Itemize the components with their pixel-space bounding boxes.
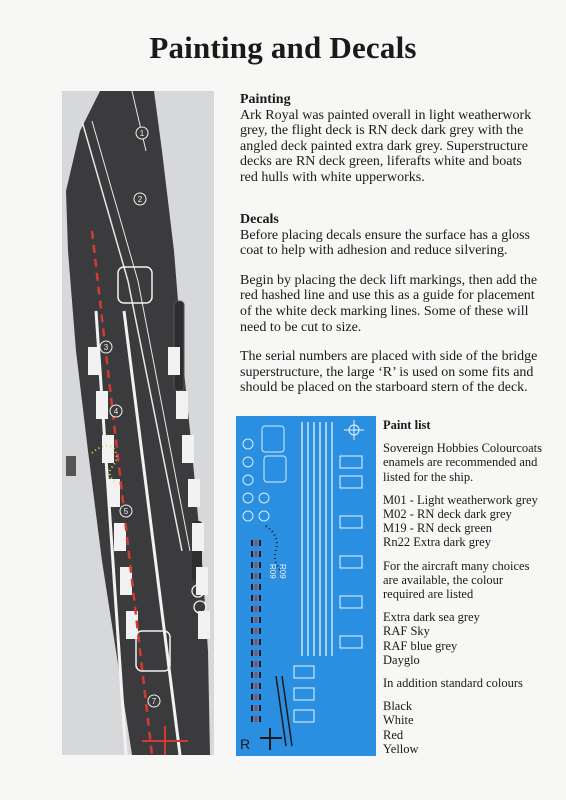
- port-sponson: [66, 456, 76, 476]
- decal-circle-column: [243, 439, 269, 521]
- ship-colour-item: M02 - RN deck dark grey: [383, 507, 512, 522]
- marker-label: 3: [103, 343, 109, 352]
- marker-label: 5: [123, 507, 129, 516]
- aircraft-colour-item: Extra dark sea grey: [383, 610, 480, 625]
- decal-diagonal-lines: [276, 676, 292, 746]
- marker-5: [120, 505, 132, 517]
- decals-section: [240, 212, 540, 396]
- standard-colour-item: Black: [383, 699, 413, 714]
- painting-heading: Painting: [240, 92, 291, 107]
- decal-sheet-image: [236, 416, 376, 756]
- standard-colour-item: White: [383, 713, 414, 728]
- marker-label: 2: [137, 195, 143, 204]
- serial-number: R09: [268, 564, 277, 579]
- registration-mark: [344, 420, 364, 440]
- paint-list: [383, 418, 543, 756]
- decal-marking-blocks: [294, 456, 362, 722]
- ship-colour-item: M19 - RN deck green: [383, 521, 492, 536]
- marker-4: [110, 405, 122, 417]
- aircraft-colour-item: RAF Sky: [383, 624, 430, 639]
- paint-list-intro: Sovereign Hobbies Colourcoats enamels are recommended and listed for the ship.: [383, 441, 543, 484]
- standard-colour-item: Yellow: [383, 741, 419, 756]
- aircraft-colour-item: Dayglo: [383, 652, 420, 667]
- marker-label: 4: [113, 407, 119, 416]
- standard-colour-item: Red: [383, 727, 404, 742]
- decals-paragraph: The serial numbers are placed with side of the bridge superstructure, the large ‘R’ is used on some fits and should be placed on the starboard stern of the deck.: [240, 349, 538, 396]
- decal-deck-lift: [264, 456, 286, 482]
- painting-text: Ark Royal was painted overall in light weatherwork grey, the flight deck is RN deck dark grey with the angled deck painted extra dark grey. Superstructure decks are RN deck green, liferafts white and boats red hulls with white upperworks.: [240, 107, 532, 185]
- marker-label: 7: [151, 697, 157, 706]
- marker-2: [134, 193, 146, 205]
- carrier-deck-diagram: [62, 91, 214, 755]
- page-title: Painting and Decals: [149, 30, 417, 65]
- decal-deck-lift: [262, 426, 284, 452]
- marker-3: [100, 341, 112, 353]
- painting-section: [240, 92, 540, 186]
- decals-paragraph: Begin by placing the deck lift markings, then add the red hashed line and use this as a guide for placement of the white deck marking lines. Some of these will need to be cut to size.: [240, 272, 538, 335]
- paint-list-heading: Paint list: [383, 418, 431, 432]
- decals-paragraph: Before placing decals ensure the surface has a gloss coat to help with adhesion and reduce silvering.: [240, 227, 530, 259]
- decals-heading: Decals: [240, 212, 279, 227]
- ship-colour-item: M01 - Light weatherwork grey: [383, 492, 538, 507]
- standard-colours-note: In addition standard colours: [383, 676, 523, 691]
- ship-colour-item: Rn22 Extra dark grey: [383, 535, 491, 550]
- aircraft-colour-item: RAF blue grey: [383, 638, 458, 653]
- decal-deck-strips: [302, 422, 332, 656]
- decal-red-cross: [260, 728, 282, 750]
- marker-label: 1: [139, 129, 145, 138]
- marker-7: [148, 695, 160, 707]
- decal-large-r: R: [240, 736, 251, 752]
- aircraft-note: For the aircraft many choices are available, the colour required are listed: [383, 558, 530, 602]
- marker-1: [136, 127, 148, 139]
- serial-number: R09: [278, 564, 287, 579]
- starboard-sponson: [174, 301, 184, 391]
